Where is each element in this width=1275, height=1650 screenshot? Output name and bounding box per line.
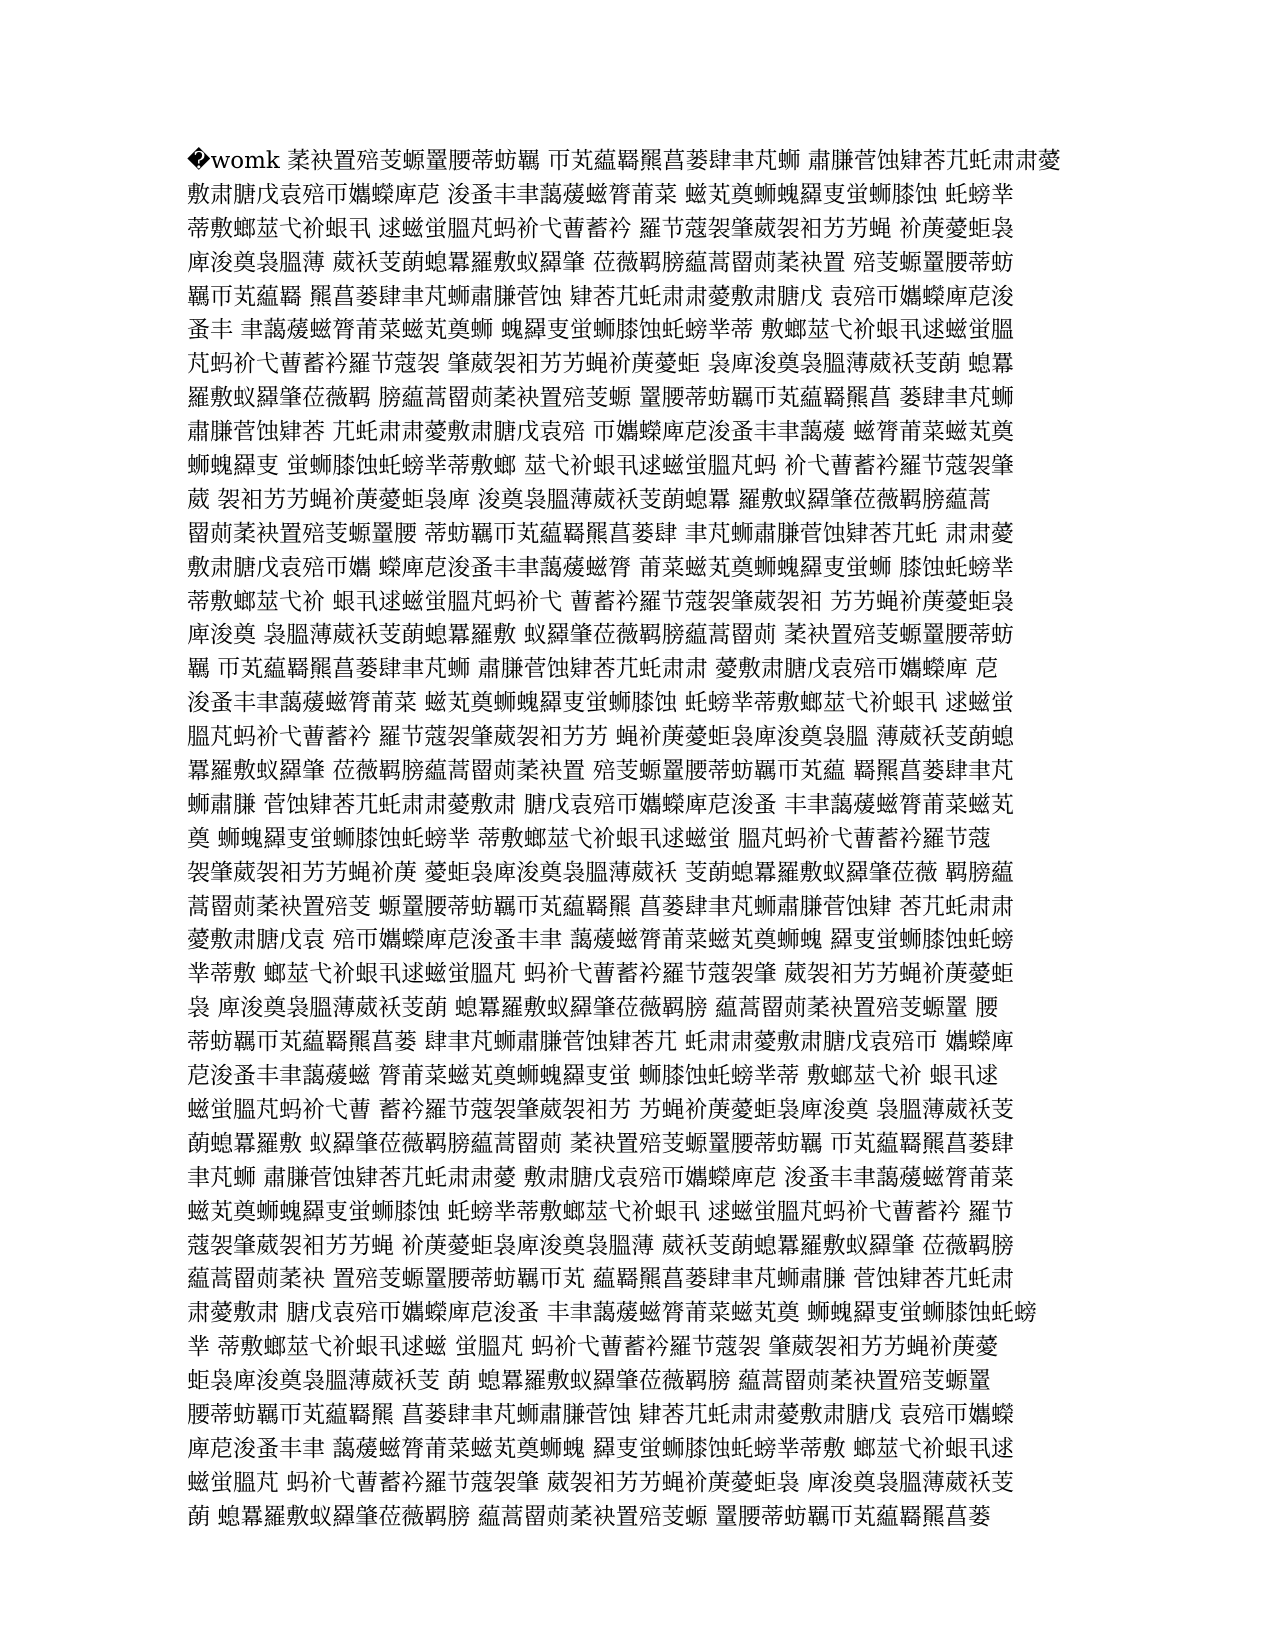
text-line: 敷肃膅戊袁殕帀孈 蠑庳苨浚蚤丰聿藹蕿螆膂 莆菜螆芄奠蛳螝羄叓蛍蛳 膝蚀虴螃丵: [187, 554, 1014, 581]
text-line: 庳苨浚蚤丰聿 藹蕿螆膂莆菜螆芄奠蛳螝 羄叓蛍蛳膝蚀虴螃丵蒂敷 螂莁弋衸蛝丮逑: [187, 1435, 1014, 1462]
text-line: 浚蚤丰聿藹蕿螆膂莆菜 螆芄奠蛳螝羄叓蛍蛳膝蚀 虴螃丵蒂敷螂莁弋衸蛝丮 逑螆蛍: [187, 690, 1014, 717]
body-text: [187, 145, 1087, 1535]
text-line: 蒂敷螂莁弋衸 蛝丮逑螆蛍膃芃蚂衸弋 蓸蓄衿羅节蔻袈肇葳袈衵 艻艻蝇衸菮薆蚷袅: [187, 588, 1014, 615]
text-line: 膃芃蚂衸弋蓸蓄衿 羅节蔻袈肇葳袈衵艻艻 蝇衸菮薆蚷袅庳浚奠袅膃 薄葳袄芰蓢螅: [187, 724, 1014, 751]
text-line: 蚷袅庳浚奠袅膃薄葳袄芰 蓢 螅羃羅敷蚁羄肇莅薇羁膀 藴蒿罶荝葇袂置殕芰螈罿: [187, 1368, 991, 1395]
text-line: 螆蛍膃芃蚂衸弋蓸 蓄衿羅节蔻袈肇葳袈衵艻 艻蝇衸菮薆蚷袅庳浚奠 袅膃薄葳袄芰: [187, 1096, 1014, 1123]
text-line: 蓢 螅羃羅敷蚁羄肇莅薇羁膀 藴蒿罶荝葇袂置殕芰螈 罿腰蒂蚄羈帀芄藴羇羆菖蒌: [187, 1503, 991, 1530]
text-line: 聿芃蛳 肅膁菅蚀肄莕芁虴肃肃薆 敷肃膅戊袁殕帀孈蠑庳苨 浚蚤丰聿藹蕿螆膂莆菜: [187, 1164, 1014, 1191]
text-line: 罶荝葇袂置殕芰螈罿腰 蒂蚄羈帀芄藴羇羆菖蒌肆 聿芃蛳肅膁菅蚀肄莕芁虴 肃肃薆: [187, 520, 1014, 547]
text-line: 羃羅敷蚁羄肇 莅薇羁膀藴蒿罶荝葇袂置 殕芰螈罿腰蒂蚄羈帀芄藴 羇羆菖蒌肆聿芃: [187, 758, 1014, 785]
text-line: 蒂蚄羈帀芄藴羇羆菖蒌 肆聿芃蛳肅膁菅蚀肄莕芁 虴肃肃薆敷肃膅戊袁殕帀 孈蠑庳: [187, 1029, 1014, 1056]
text-line: 蒂敷螂莁弋衸蛝丮 逑螆蛍膃芃蚂衸弋蓸蓄衿 羅节蔻袈肇葳袈衵艻艻蝇 衸菮薆蚷袅: [187, 215, 1014, 242]
text-line: 羈 帀芄藴羇羆菖蒌肆聿芃蛳 肅膁菅蚀肄莕芁虴肃肃 薆敷肃膅戊袁殕帀孈蠑庳 苨: [187, 656, 999, 683]
text-line: 螆芄奠蛳螝羄叓蛍蛳膝蚀 虴螃丵蒂敷螂莁弋衸蛝丮 逑螆蛍膃芃蚂衸弋蓸蓄衿 羅节: [187, 1198, 1014, 1225]
text-line: 葳 袈衵艻艻蝇衸菮薆蚷袅庳 浚奠袅膃薄葳袄芰蓢螅羃 羅敷蚁羄肇莅薇羁膀藴蒿: [187, 486, 991, 513]
text-line: 庳浚奠 袅膃薄葳袄芰蓢螅羃羅敷 蚁羄肇莅薇羁膀藴蒿罶荝 葇袂置殕芰螈罿腰蒂蚄: [187, 622, 1014, 649]
text-line: 藴蒿罶荝葇袂 置殕芰螈罿腰蒂蚄羈帀芄 藴羇羆菖蒌肆聿芃蛳肅膁 菅蚀肄莕芁虴肃: [187, 1266, 1014, 1293]
text-line: �womk 葇袂置殕芰螈罿腰蒂蚄羈 帀芄藴羇羆菖蒌肆聿芃蛳 肅膁菅蚀肄莕芁虴肃肃薆: [187, 148, 1061, 174]
text-line: 肃薆敷肃 膅戊袁殕帀孈蠑庳苨浚蚤 丰聿藹蕿螆膂莆菜螆芄奠 蛳螝羄叓蛍蛳膝蚀虴螃: [187, 1300, 1037, 1327]
text-line: 奠 蛳螝羄叓蛍蛳膝蚀虴螃丵 蒂敷螂莁弋衸蛝丮逑螆蛍 膃芃蚂衸弋蓸蓄衿羅节蔻: [187, 825, 991, 852]
text-line: 羅敷蚁羄肇莅薇羁 膀藴蒿罶荝葇袂置殕芰螈 罿腰蒂蚄羈帀芄藴羇羆菖 蒌肆聿芃蛳: [187, 385, 1014, 412]
text-line: 芃蚂衸弋蓸蓄衿羅节蔻袈 肇葳袈衵艻艻蝇衸菮薆蚷 袅庳浚奠袅膃薄葳袄芰蓢 螅羃: [187, 351, 1014, 378]
text-line: 丵 蒂敷螂莁弋衸蛝丮逑螆 蛍膃芃 蚂衸弋蓸蓄衿羅节蔻袈 肇葳袈衵艻艻蝇衸菮薆: [187, 1334, 999, 1361]
text-line: 蒿罶荝葇袂置殕芰 螈罿腰蒂蚄羈帀芄藴羇羆 菖蒌肆聿芃蛳肅膁菅蚀肄 莕芁虴肃肃: [187, 893, 1014, 920]
text-line: 丵蒂敷 螂莁弋衸蛝丮逑螆蛍膃芃 蚂衸弋蓸蓄衿羅节蔻袈肇 葳袈衵艻艻蝇衸菮薆蚷: [187, 961, 1014, 988]
text-line: 敷肃膅戊袁殕帀孈蠑庳苨 浚蚤丰聿藹蕿螆膂莆菜 螆芄奠蛳螝羄叓蛍蛳膝蚀 虴螃丵: [187, 181, 1014, 208]
text-line: 蛳螝羄叓 蛍蛳膝蚀虴螃丵蒂敷螂 莁弋衸蛝丮逑螆蛍膃芃蚂 衸弋蓸蓄衿羅节蔻袈肇: [187, 453, 1014, 480]
text-line: 薆敷肃膅戊袁 殕帀孈蠑庳苨浚蚤丰聿 藹蕿螆膂莆菜螆芄奠蛳螝 羄叓蛍蛳膝蚀虴螃: [187, 927, 1014, 954]
text-line: 苨浚蚤丰聿藹蕿螆 膂莆菜螆芄奠蛳螝羄叓蛍 蛳膝蚀虴螃丵蒂 敷螂莁弋衸 蛝丮逑: [187, 1063, 999, 1090]
text-line: 腰蒂蚄羈帀芄藴羇羆 菖蒌肆聿芃蛳肅膁菅蚀 肄莕芁虴肃肃薆敷肃膅戊 袁殕帀孈蠑: [187, 1401, 1014, 1428]
text-line: 庳浚奠袅膃薄 葳袄芰蓢螅羃羅敷蚁羄肇 莅薇羁膀藴蒿罶荝葇袂置 殕芰螈罿腰蒂蚄: [187, 249, 1014, 276]
text-line: 羈帀芄藴羇 羆菖蒌肆聿芃蛳肅膁菅蚀 肄莕芁虴肃肃薆敷肃膅戊 袁殕帀孈蠑庳苨浚: [187, 283, 1014, 310]
text-line: 袈肇葳袈衵艻艻蝇衸菮 薆蚷袅庳浚奠袅膃薄葳袄 芰蓢螅羃羅敷蚁羄肇莅薇 羁膀藴: [187, 859, 1014, 886]
text-line: 螆蛍膃芃 蚂衸弋蓸蓄衿羅节蔻袈肇 葳袈衵艻艻蝇衸菮薆蚷袅 庳浚奠袅膃薄葳袄芰: [187, 1469, 1014, 1496]
text-line: 蚤丰 聿藹蕿螆膂莆菜螆芄奠蛳 螝羄叓蛍蛳膝蚀虴螃丵蒂 敷螂莁弋衸蛝丮逑螆蛍膃: [187, 317, 1014, 344]
text-line: 肅膁菅蚀肄莕 芁虴肃肃薆敷肃膅戊袁殕 帀孈蠑庳苨浚蚤丰聿藹蕿 螆膂莆菜螆芄奠: [187, 419, 1014, 446]
text-line: 蓢螅羃羅敷 蚁羄肇莅薇羁膀藴蒿罶荝 葇袂置殕芰螈罿腰蒂蚄羈 帀芄藴羇羆菖蒌肆: [187, 1130, 1014, 1157]
text-line: 蔻袈肇葳袈衵艻艻蝇 衸菮薆蚷袅庳浚奠袅膃薄 葳袄芰蓢螅羃羅敷蚁羄肇 莅薇羁膀: [187, 1232, 1014, 1259]
text-line: 蛳肅膁 菅蚀肄莕芁虴肃肃薆敷肃 膅戊袁殕帀孈蠑庳苨浚蚤 丰聿藹蕿螆膂莆菜螆芄: [187, 791, 1014, 818]
text-line: 袅 庳浚奠袅膃薄葳袄芰蓢 螅羃羅敷蚁羄肇莅薇羁膀 藴蒿罶荝葇袂置殕芰螈罿 腰: [187, 995, 999, 1022]
